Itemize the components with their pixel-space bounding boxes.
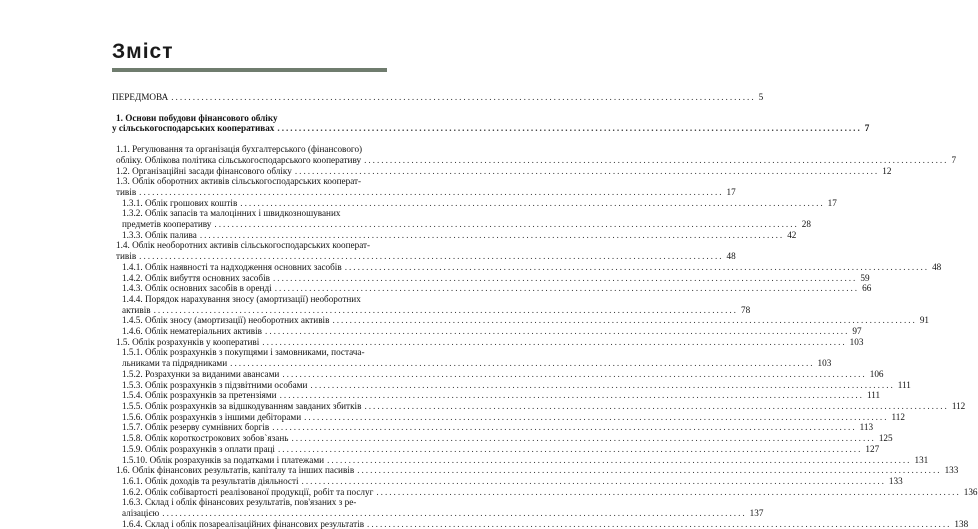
toc-entry-page: 136 — [963, 486, 978, 497]
toc-entry-label: 1.5.8. Облік короткострокових зобов`язань — [122, 433, 289, 444]
dot-leader — [162, 508, 746, 519]
toc-entry-page: 48 — [932, 261, 942, 272]
dot-leader — [345, 262, 929, 273]
toc-entry-page: 125 — [878, 433, 893, 444]
toc-entry[interactable] — [112, 508, 764, 519]
toc-entry[interactable] — [112, 229, 797, 241]
toc-entry-label: тивів — [116, 186, 137, 197]
dot-leader — [277, 123, 861, 134]
toc-entry[interactable] — [112, 123, 870, 134]
toc-entry[interactable] — [112, 433, 893, 444]
toc-entry[interactable] — [112, 368, 884, 380]
toc-entry[interactable] — [112, 165, 892, 177]
dot-leader — [280, 390, 864, 401]
toc-entry-page: 131 — [914, 454, 929, 465]
toc-entry-label: 1.6.1. Облік доходів та результатів діяльності — [122, 475, 299, 486]
toc-entry-label: 1.5.9. Облік розрахунків з оплати праці — [122, 443, 275, 454]
toc-entry-label: предметів кооперативу — [122, 219, 212, 230]
toc-entry-label: 1.5.4. Облік розрахунків за претензіями — [122, 390, 277, 401]
toc-entry-label: обліку. Облікова політика сільськогосподарського кооперативу — [116, 154, 362, 165]
toc-entry-page: 66 — [862, 283, 872, 294]
toc-entry-label: 1.3.1. Облік грошових коштів — [122, 197, 238, 208]
dot-leader — [364, 401, 948, 412]
dot-leader — [332, 315, 916, 326]
toc-entry[interactable] — [112, 475, 903, 487]
dot-leader — [376, 487, 960, 498]
dot-leader — [214, 219, 798, 230]
toc-entry-label: 1.5.5. Облік розрахунків за відшкодуванням завданих збитків — [122, 400, 362, 411]
toc-entry-page: 111 — [866, 390, 881, 401]
toc-entry-page: 12 — [882, 165, 892, 176]
toc-entry-page: 97 — [852, 326, 862, 337]
page-title: Зміст — [112, 40, 174, 63]
toc-entry-page: 137 — [749, 508, 764, 519]
dot-leader — [278, 444, 862, 455]
toc-entry-page: 78 — [740, 304, 751, 315]
toc-entry[interactable] — [112, 92, 764, 103]
toc-entry-page: 112 — [891, 411, 905, 422]
dot-leader — [310, 380, 894, 391]
toc-entry-line[interactable]: 1.1. Регулювання та організація бухгалтерського (фінансового) — [116, 144, 363, 155]
dot-leader — [364, 155, 948, 166]
toc-entry-page: 113 — [859, 422, 874, 433]
toc-entry[interactable] — [112, 390, 881, 401]
toc-entry[interactable] — [112, 283, 872, 294]
toc-entry[interactable] — [112, 518, 969, 529]
toc-entry[interactable] — [112, 261, 942, 273]
dot-leader — [327, 455, 911, 466]
toc-entry-label: 1.5.6. Облік розрахунків з іншими дебіторами — [122, 411, 302, 422]
toc-entry-label: активів — [122, 304, 151, 315]
toc-entry[interactable] — [112, 400, 966, 412]
toc-entry[interactable] — [112, 465, 959, 476]
toc-entry-line[interactable]: 1.3. Облік оборотних активів сільськогосподарських кооперат- — [116, 176, 362, 187]
toc-entry-label: у сільськогосподарських кооперативах — [112, 123, 275, 134]
toc-entry-page: 5 — [758, 92, 764, 102]
toc-entry-page: 28 — [801, 219, 811, 230]
toc-entry-line[interactable]: 1.4.4. Порядок нарахування зносу (амортизації) необоротних — [122, 293, 361, 304]
dot-leader — [240, 198, 824, 209]
toc-entry-label: 1.2. Організаційні засади фінансового обліку — [116, 165, 292, 176]
dot-leader — [367, 519, 951, 529]
toc-entry-page: 133 — [944, 465, 959, 476]
toc-entry-label: 1.5.2. Розрахунки за виданими авансами — [122, 368, 280, 379]
toc-entry[interactable] — [112, 154, 957, 166]
toc-entry[interactable] — [112, 358, 832, 369]
toc-entry-page: 17 — [827, 197, 837, 208]
toc-entry[interactable] — [112, 272, 870, 284]
dot-leader — [295, 166, 879, 177]
toc-entry[interactable] — [112, 422, 874, 433]
dot-leader — [275, 283, 859, 294]
toc-entry[interactable] — [112, 219, 811, 230]
toc-entry-page: 7 — [864, 123, 870, 134]
toc-entry-page: 103 — [849, 336, 864, 347]
dot-leader — [304, 412, 888, 423]
toc-entry-label: 1.5.3. Облік розрахунків з підзвітними особами — [122, 379, 308, 390]
dot-leader — [200, 230, 784, 241]
table-of-contents — [112, 92, 978, 529]
toc-entry-label: 1.5. Облік розрахунків у кооперативі — [116, 336, 260, 347]
toc-entry-line[interactable]: 1.3.2. Облік запасів та малоцінних і швидкозношуваних — [122, 208, 341, 219]
toc-entry[interactable] — [112, 315, 930, 326]
toc-entry-label: 1.4.6. Облік нематеріальних активів — [122, 326, 263, 337]
toc-entry[interactable] — [112, 443, 880, 455]
toc-entry[interactable] — [112, 197, 837, 209]
toc-entry-label: 1.6.2. Облік собівартості реалізованої продукції, робіт та послуг — [122, 486, 374, 497]
dot-leader — [265, 326, 849, 337]
toc-entry-label: 1.5.10. Облік розрахунків за податками і платежами — [122, 454, 325, 465]
toc-entry-label: алізацією — [122, 508, 160, 519]
toc-entry-page: 17 — [726, 186, 736, 197]
toc-entry-label: 1.4.1. Облік наявності та надходження основних засобів — [122, 261, 342, 272]
section-spacer — [112, 134, 388, 144]
toc-entry[interactable] — [112, 486, 978, 498]
dot-leader — [272, 422, 856, 433]
toc-entry-page: 59 — [860, 272, 870, 283]
toc-entry-line[interactable]: 1.4. Облік необоротних активів сільськогосподарських кооперат- — [116, 240, 371, 251]
dot-leader — [139, 187, 723, 198]
toc-entry[interactable] — [112, 251, 736, 262]
toc-entry-label: 1.5.7. Облік резерву сумнівних боргів — [122, 422, 270, 433]
toc-entry-label: 1.4.5. Облік зносу (амортизації) необоротних активів — [122, 315, 330, 326]
toc-entry-page: 48 — [726, 251, 736, 262]
toc-entry-page: 42 — [787, 229, 797, 240]
dot-leader — [357, 465, 941, 476]
toc-entry-label: 1.6.4. Склад і облік позареалізаційних фінансових результатів — [122, 518, 365, 529]
toc-entry-label: 1.3.3. Облік палива — [122, 229, 197, 240]
toc-entry[interactable] — [112, 326, 862, 337]
toc-entry-line[interactable]: 1.5.1. Облік розрахунків з покупцями і замовниками, постача- — [122, 347, 365, 358]
toc-entry-line[interactable]: 1. Основи побудови фінансового обліку — [116, 112, 278, 123]
section-spacer — [112, 103, 388, 113]
dot-leader — [273, 273, 857, 284]
dot-leader — [171, 92, 755, 103]
title-underline — [112, 68, 387, 72]
dot-leader — [139, 251, 723, 262]
dot-leader — [302, 476, 886, 487]
toc-entry[interactable] — [112, 454, 929, 466]
toc-entry-label: 1.4.2. Облік вибуття основних засобів — [122, 272, 270, 283]
dot-leader — [291, 433, 875, 444]
toc-entry-label: ПЕРЕДМОВА — [112, 92, 169, 102]
dot-leader — [262, 337, 846, 348]
toc-entry-page: 103 — [817, 358, 832, 369]
toc-entry-label: 1.4.3. Облік основних засобів в оренді — [122, 283, 272, 294]
toc-entry[interactable] — [112, 379, 911, 391]
dot-leader — [154, 305, 738, 316]
toc-entry-page: 91 — [919, 315, 930, 326]
toc-entry-page: 111 — [897, 379, 911, 390]
toc-entry-label: 1.6. Облік фінансових результатів, капіталу та інших пасивів — [116, 465, 355, 476]
toc-entry-line[interactable]: 1.6.3. Склад і облік фінансових результатів, пов'язаних з ре- — [122, 497, 357, 508]
toc-entry[interactable] — [112, 336, 864, 348]
dot-leader — [282, 369, 866, 380]
toc-entry-page: 138 — [954, 518, 969, 529]
toc-entry-label: льниками та підрядниками — [122, 358, 228, 369]
toc-entry-page: 127 — [865, 443, 880, 454]
toc-entry-page: 112 — [951, 400, 966, 411]
toc-entry-page: 106 — [869, 368, 884, 379]
toc-entry[interactable] — [112, 411, 905, 423]
toc-entry-page: 133 — [888, 475, 903, 486]
toc-entry[interactable] — [112, 186, 736, 198]
toc-entry[interactable] — [112, 304, 751, 316]
dot-leader — [230, 358, 814, 369]
toc-entry-page: 7 — [951, 154, 957, 165]
toc-entry-label: тивів — [116, 251, 137, 262]
